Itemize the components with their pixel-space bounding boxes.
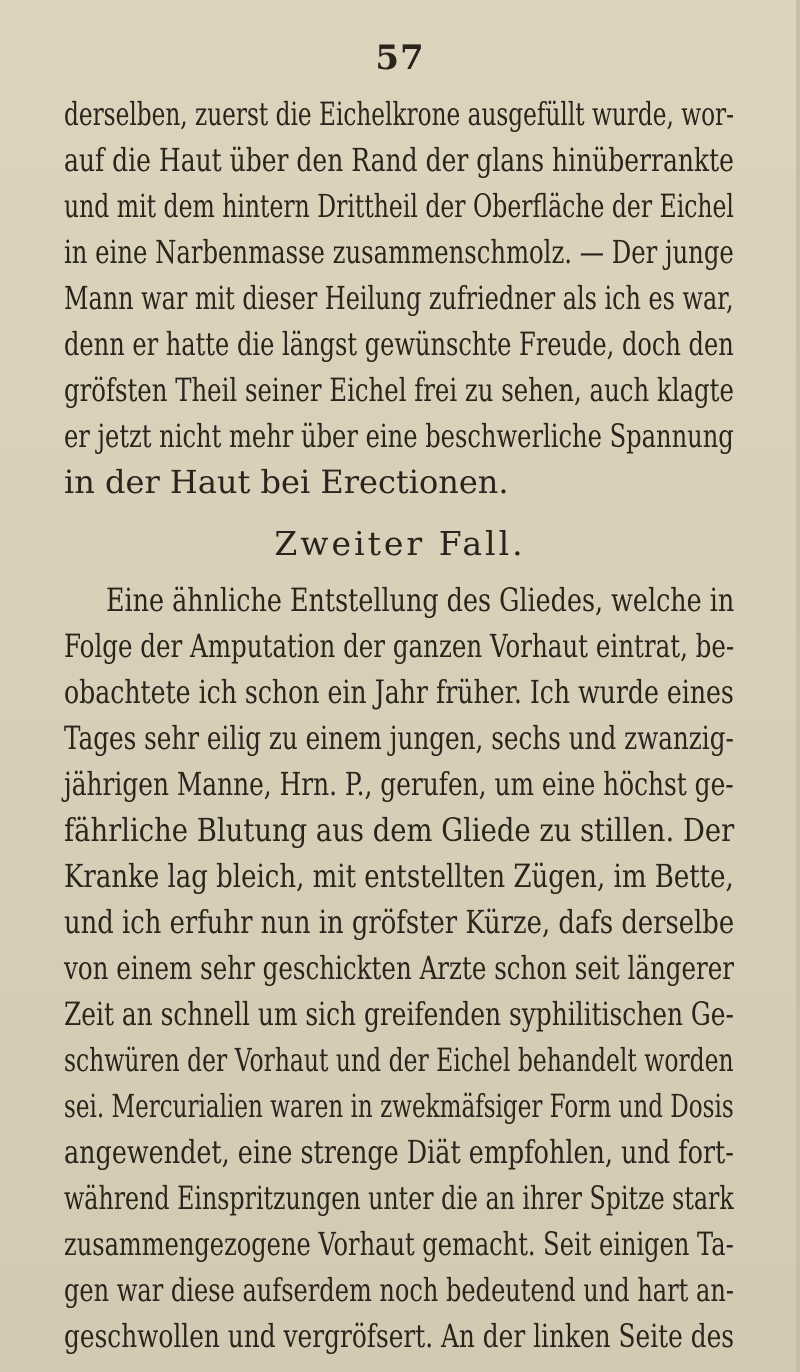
section-heading: Zweiter Fall. bbox=[274, 524, 526, 563]
text-line: und ich erfuhr nun in gröfster Kürze, dafs derselbe bbox=[64, 903, 735, 941]
text-line: schwüren der Vorhaut und der Eichel behandelt worden bbox=[64, 1041, 734, 1079]
text-line: er jetzt nicht mehr über eine beschwerliche Spannung bbox=[64, 417, 734, 455]
text-line: Mann war mit dieser Heilung zufriedner als ich es war, bbox=[64, 279, 734, 317]
text-line: sei. Mercurialien waren in zwekmäfsiger Form und Dosis bbox=[64, 1087, 734, 1125]
text-line: Folge der Amputation der ganzen Vorhaut eintrat, be- bbox=[64, 627, 735, 665]
text-line: auf die Haut über den Rand der glans hinüberrankte bbox=[64, 141, 734, 179]
text-line: in der Haut bei Erectionen. bbox=[64, 463, 509, 501]
text-line: geschwollen und vergröfsert. An der linken Seite des bbox=[64, 1317, 735, 1355]
text-line: in eine Narbenmasse zusammenschmolz. — Der junge bbox=[64, 233, 734, 271]
text-line: Eine ähnliche Entstellung des Gliedes, welche in bbox=[106, 581, 735, 619]
text-line: Kranke lag bleich, mit entstellten Zügen, im Bette, bbox=[64, 857, 734, 895]
text-line: und mit dem hintern Drittheil der Oberfläche der Eichel bbox=[64, 187, 734, 225]
text-line: zusammengezogene Vorhaut gemacht. Seit einigen Ta- bbox=[64, 1225, 734, 1263]
text-line: fährliche Blutung aus dem Gliede zu stillen. Der bbox=[64, 811, 735, 849]
text-line: Zeit an schnell um sich greifenden syphilitischen Ge- bbox=[64, 995, 734, 1033]
text-line: gen war diese aufserdem noch bedeutend und hart an- bbox=[64, 1271, 734, 1309]
text-line: von einem sehr geschickten Arzte schon seit längerer bbox=[64, 949, 735, 987]
text-line: während Einspritzungen unter die an ihrer Spitze stark bbox=[64, 1179, 734, 1217]
text-line: obachtete ich schon ein Jahr früher. Ich wurde eines bbox=[64, 673, 734, 711]
page-edge-shadow bbox=[796, 0, 800, 1372]
text-line: angewendet, eine strenge Diät empfohlen, und fort- bbox=[64, 1133, 734, 1171]
text-line: derselben, zuerst die Eichelkrone ausgefüllt wurde, wor- bbox=[64, 95, 734, 133]
text-line: Tages sehr eilig zu einem jungen, sechs und zwanzig- bbox=[64, 719, 734, 757]
text-line: jährigen Manne, Hrn. P., gerufen, um eine höchst ge- bbox=[64, 765, 734, 803]
page-number: 57 bbox=[375, 38, 425, 78]
text-line: gröfsten Theil seiner Eichel frei zu sehen, auch klagte bbox=[64, 371, 734, 409]
text-line: denn er hatte die längst gewünschte Freude, doch den bbox=[64, 325, 734, 363]
